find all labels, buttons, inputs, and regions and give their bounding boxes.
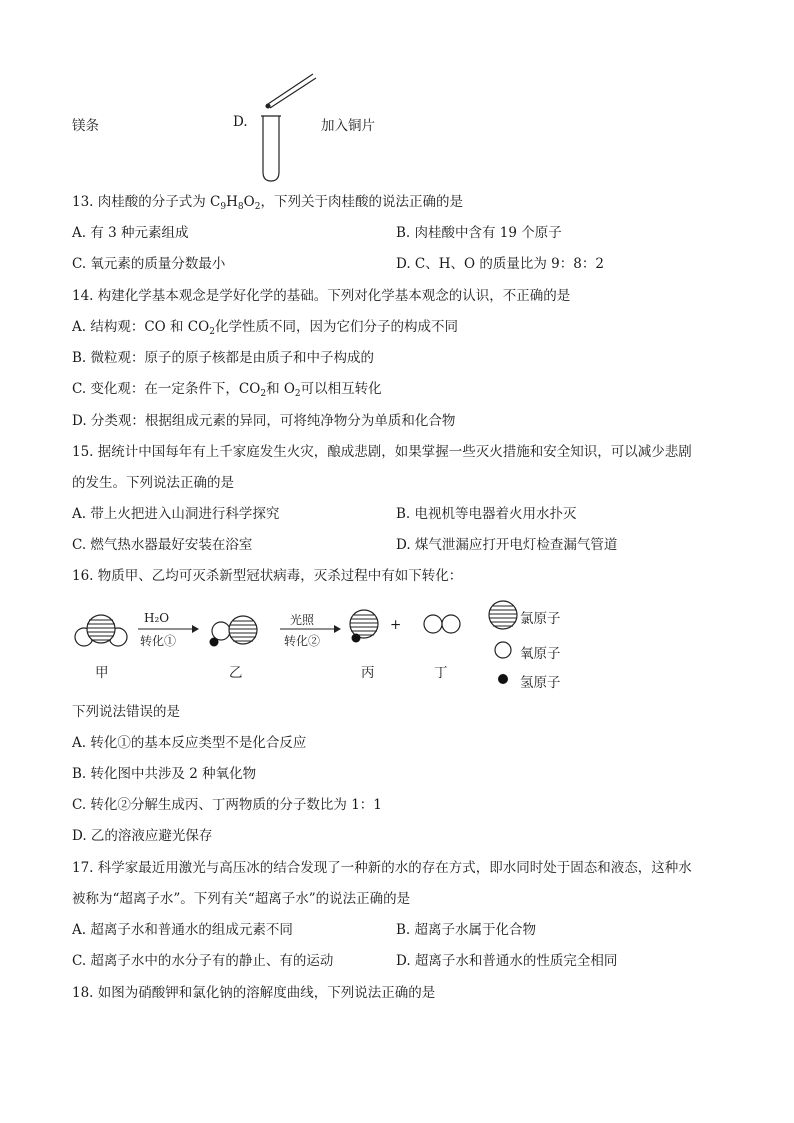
q14-option-c[interactable]: C. 变化观：在一定条件下，$CO_2$和 $O_2$可以相互转化 <box>72 381 382 399</box>
legend-chlorine-icon <box>489 601 517 629</box>
q16-option-d[interactable]: D. 乙的溶液应避光保存 <box>72 828 213 844</box>
molecule-yi <box>210 616 258 647</box>
q16-stem: 16. 物质甲、乙均可灭杀新型冠状病毒，灭杀过程中有如下转化： <box>72 568 463 584</box>
q15-option-b[interactable]: B. 电视机等电器着火用水扑灭 <box>396 506 577 522</box>
q16-option-a[interactable]: A. 转化①的基本反应类型不是化合反应 <box>72 735 307 751</box>
q14-stem: 14. 构建化学基本观念是学好化学的基础。下列对化学基本观念的认识，不正确的是 <box>72 288 571 304</box>
q13-option-b[interactable]: B. 肉桂酸中含有 19 个原子 <box>396 225 562 241</box>
molecule-bing <box>350 610 378 643</box>
tongs-icon <box>266 74 316 108</box>
molecule-ding <box>424 615 460 633</box>
q13-option-a[interactable]: A. 有 3 种元素组成 <box>72 225 189 241</box>
q17-stem-line1: 17. 科学家最近用激光与高压冰的结合发现了一种新的水的存在方式，即水同时处于固态和液态，这种水 <box>72 860 692 876</box>
q17-option-b[interactable]: B. 超离子水属于化合物 <box>396 922 537 938</box>
q17-stem-line2: 被称为“超离子水”。下列有关“超离子水”的说法正确的是 <box>72 891 411 907</box>
q14-option-b[interactable]: B. 微粒观：原子的原子核都是由质子和中子构成的 <box>72 350 375 366</box>
arrow2-bottom-label: 转化② <box>284 634 321 648</box>
q16-question: 下列说法错误的是 <box>72 704 180 720</box>
q15-stem-line2: 的发生。下列说法正确的是 <box>72 475 234 491</box>
label-yi: 乙 <box>229 665 243 681</box>
arrow1-top-label: H₂O <box>144 611 170 625</box>
legend-chlorine-label: 氯原子 <box>520 611 561 627</box>
arrow2-top-label: 光照 <box>290 613 315 627</box>
q17-option-d[interactable]: D. 超离子水和普通水的性质完全相同 <box>396 953 618 969</box>
label-bing: 丙 <box>361 665 375 681</box>
q17-option-a[interactable]: A. 超离子水和普通水的组成元素不同 <box>72 922 293 938</box>
legend-oxygen-label: 氧原子 <box>520 646 561 662</box>
magnesium-label: 镁条 <box>72 118 99 134</box>
arrow1-bottom-label: 转化① <box>140 634 177 648</box>
q13-stem: 13. 肉桂酸的分子式为 $C_9H_8O_2$，下列关于肉桂酸的说法正确的是 <box>72 194 463 212</box>
option-d-label: D. <box>233 114 248 130</box>
legend-oxygen-icon <box>495 642 511 658</box>
label-jia: 甲 <box>95 665 109 681</box>
q18-stem: 18. 如图为硝酸钾和氯化钠的溶解度曲线，下列说法正确的是 <box>72 985 436 1001</box>
plus-sign: + <box>390 617 402 633</box>
q17-option-c[interactable]: C. 超离子水中的水分子有的静止、有的运动 <box>72 953 334 969</box>
q15-option-d[interactable]: D. 煤气泄漏应打开电灯检查漏气管道 <box>396 537 618 553</box>
molecule-jia <box>75 615 127 646</box>
add-copper-label: 加入铜片 <box>321 118 375 134</box>
q16-option-c[interactable]: C. 转化②分解生成丙、丁两物质的分子数比为 1：1 <box>72 797 382 813</box>
q13-option-d[interactable]: D. C、H、O 的质量比为 9：8：2 <box>396 256 604 272</box>
q14-option-d[interactable]: D. 分类观：根据组成元素的异同，可将纯净物分为单质和化合物 <box>72 413 456 429</box>
label-ding: 丁 <box>434 665 448 681</box>
q14-option-a[interactable]: A. 结构观：CO 和 $CO_2$化学性质不同，因为它们分子的构成不同 <box>72 319 458 337</box>
legend-hydrogen-label: 氢原子 <box>520 675 561 691</box>
test-tube-icon <box>261 116 281 181</box>
q15-option-c[interactable]: C. 燃气热水器最好安装在浴室 <box>72 537 253 553</box>
q15-option-a[interactable]: A. 带上火把进入山洞进行科学探究 <box>72 506 280 522</box>
q13-option-c[interactable]: C. 氧元素的质量分数最小 <box>72 256 226 272</box>
q16-option-b[interactable]: B. 转化图中共涉及 2 种氧化物 <box>72 766 257 782</box>
q15-stem-line1: 15. 据统计中国每年有上千家庭发生火灾，酿成悲剧，如果掌握一些灭火措施和安全知识，可以减少悲剧 <box>72 444 692 460</box>
legend-hydrogen-icon <box>498 674 508 684</box>
